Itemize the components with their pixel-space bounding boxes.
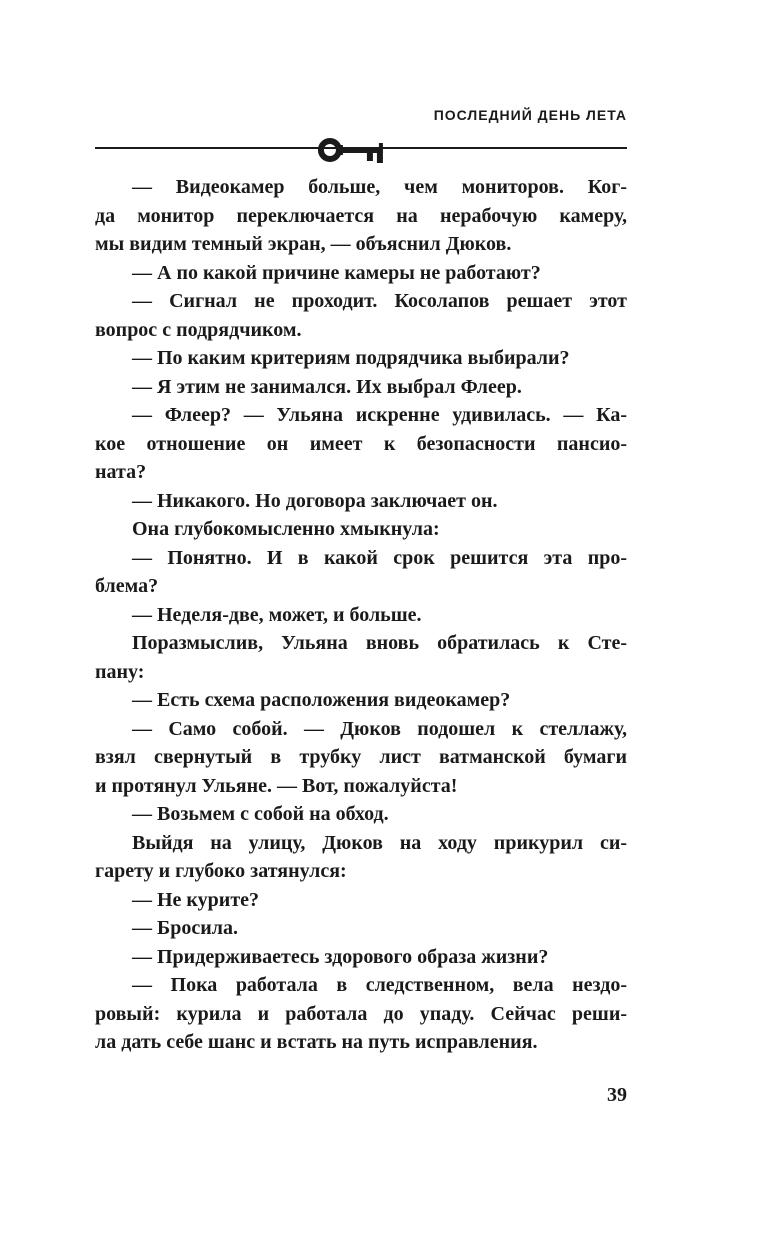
paragraph <box>95 800 627 829</box>
paragraph <box>95 686 627 715</box>
text-line: — Понятно. И в какой срок решится эта про- <box>132 546 627 569</box>
paragraph <box>95 173 627 259</box>
paragraph <box>95 373 627 402</box>
paragraph <box>95 629 627 686</box>
text-line: — Я этим не занимался. Их выбрал Флеер. <box>132 375 522 398</box>
paragraph <box>95 544 627 601</box>
paragraph <box>95 829 627 886</box>
text-line: ла дать себе шанс и встать на путь исправления. <box>95 1031 538 1053</box>
key-ornament-icon <box>317 135 393 165</box>
text-line: — Есть схема расположения видеокамер? <box>132 689 511 711</box>
paragraph <box>95 886 627 915</box>
paragraph <box>95 971 627 1057</box>
text-line: — А по какой причине камеры не работают? <box>132 261 541 284</box>
text-line: — Возьмем с собой на обход. <box>132 803 389 825</box>
text-line: — Само собой. — Дюков подошел к стеллажу, <box>132 717 627 740</box>
text-line: — Придерживаетесь здорового образа жизни? <box>132 945 549 968</box>
text-line: — Бросила. <box>132 917 238 939</box>
text-line: Выйдя на улицу, Дюков на ходу прикурил си- <box>132 831 627 854</box>
running-header <box>95 107 627 123</box>
text-line: ната? <box>95 461 147 483</box>
paragraph <box>95 287 627 344</box>
chapter-divider <box>95 138 627 164</box>
paragraph <box>95 715 627 801</box>
text-line: да монитор переключается на нерабочую камеру, <box>95 204 627 227</box>
text-line: кое отношение он имеет к безопасности пансио- <box>95 432 627 455</box>
text-line: ровый: курила и работала до упаду. Сейчас реши- <box>95 1002 627 1025</box>
text-line: взял свернутый в трубку лист ватманской бумаги <box>95 746 627 768</box>
text-line: — Флеер? — Ульяна искренне удивилась. — Ка- <box>132 404 627 426</box>
text-line: вопрос с подрядчиком. <box>95 318 302 341</box>
paragraph <box>95 259 627 288</box>
text-line: Она глубокомысленно хмыкнула: <box>132 518 440 540</box>
paragraph <box>95 914 627 943</box>
text-line: — Сигнал не проходит. Косолапов решает этот <box>132 290 627 312</box>
paragraph <box>95 401 627 487</box>
paragraph <box>95 344 627 373</box>
paragraph <box>95 601 627 630</box>
paragraph <box>95 487 627 516</box>
paragraph <box>95 515 627 544</box>
text-line: — Неделя-две, может, и больше. <box>132 603 422 626</box>
text-line: — Не курите? <box>132 888 260 911</box>
paragraph <box>95 943 627 972</box>
text-line: Поразмыслив, Ульяна вновь обратилась к Сте- <box>132 632 627 654</box>
page-number: 39 <box>607 1084 627 1106</box>
text-line: пану: <box>95 660 145 683</box>
page-body <box>95 173 627 1057</box>
book-title: ПОСЛЕДНИЙ ДЕНЬ ЛЕТА <box>433 107 627 123</box>
text-line: — Пока работала в следственном, вела нездо- <box>132 974 627 996</box>
text-line: и протянул Ульяне. — Вот, пожалуйста! <box>95 774 458 797</box>
text-line: блема? <box>95 575 159 597</box>
text-line: гарету и глубоко затянулся: <box>95 860 347 882</box>
text-line: — Видеокамер больше, чем мониторов. Ког- <box>132 176 627 198</box>
text-line: — Никакого. Но договора заключает он. <box>132 489 498 512</box>
text-line: — По каким критериям подрядчика выбирали? <box>132 347 570 369</box>
text-line: мы видим темный экран, — объяснил Дюков. <box>95 233 512 255</box>
